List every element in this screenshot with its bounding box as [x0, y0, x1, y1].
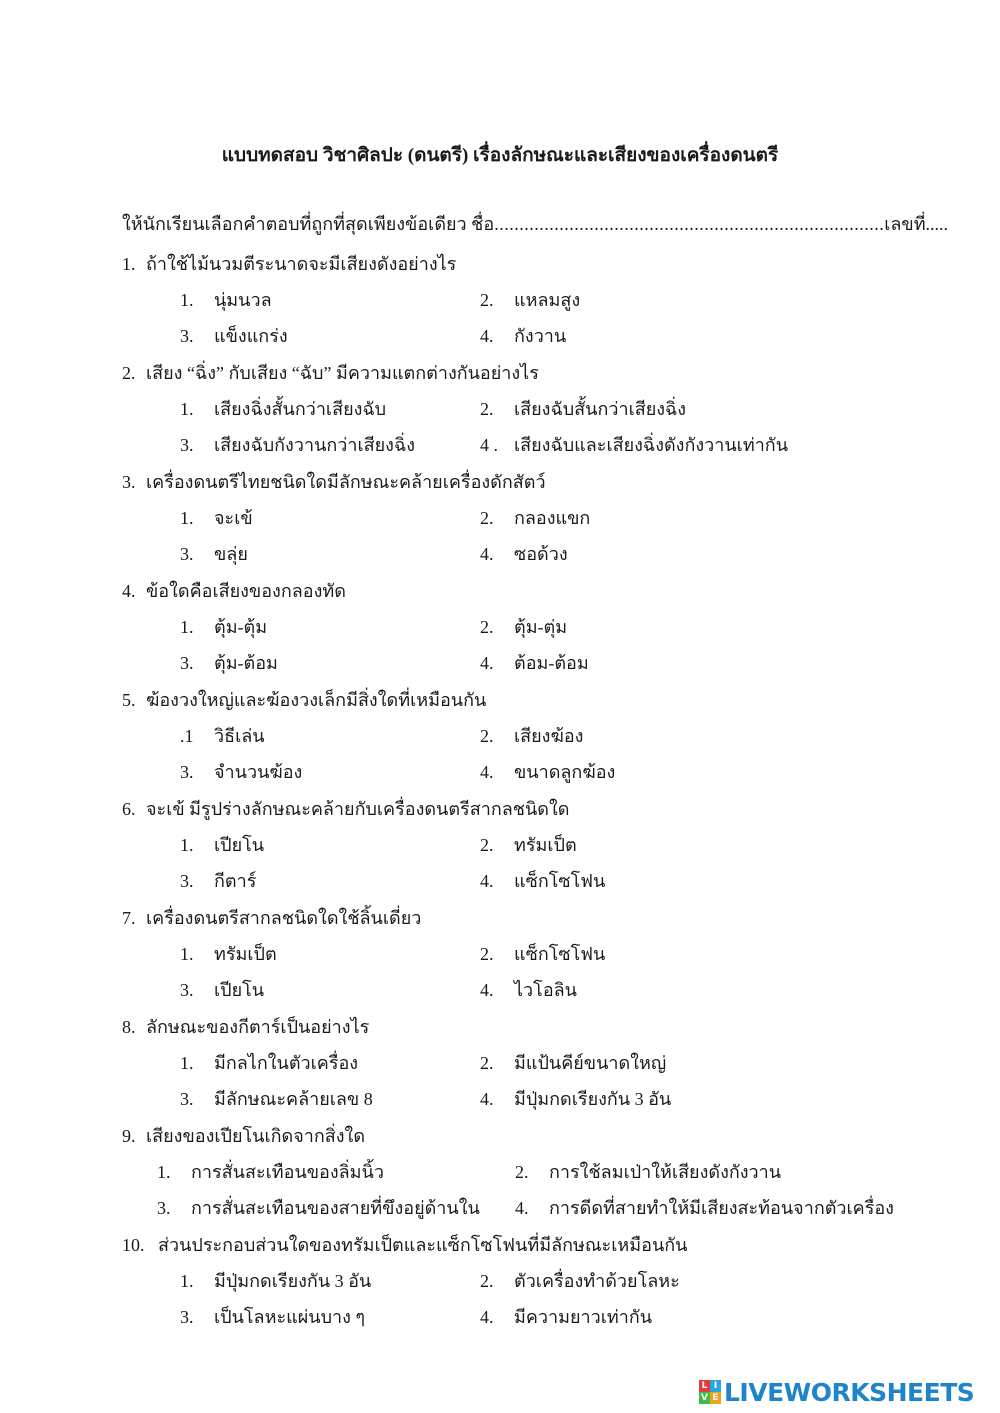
question-5-option-2[interactable] [480, 721, 583, 750]
option-number: 2. [480, 399, 494, 419]
question-number: 6. [122, 799, 136, 819]
option-text: นุ่มนวล [214, 290, 272, 310]
question-3-option-3[interactable] [180, 539, 248, 568]
question-8-option-3[interactable] [180, 1084, 373, 1113]
question-text: ฆ้องวงใหญ่และฆ้องวงเล็กมีสิ่งใดที่เหมือนกัน [146, 690, 487, 710]
option-number: 4. [515, 1198, 529, 1218]
option-number: 4. [480, 1089, 494, 1109]
question-5-option-1[interactable] [180, 721, 265, 750]
question-4-option-3[interactable] [180, 648, 278, 677]
option-number: 2. [480, 726, 494, 746]
option-text: มีแป้นคีย์ขนาดใหญ่ [514, 1053, 667, 1073]
option-number: 3. [180, 435, 194, 455]
option-number: 1. [180, 617, 194, 637]
option-text: เสียงฉับและเสียงฉิ่งดังกังวานเท่ากัน [514, 435, 788, 455]
question-9 [122, 1121, 365, 1150]
option-number: 4 . [480, 435, 498, 455]
option-number: 4. [480, 1307, 494, 1327]
question-text: เครื่องดนตรีไทยชนิดใดมีลักษณะคล้ายเครื่องดักสัตว์ [146, 472, 546, 492]
question-1-option-4[interactable] [480, 321, 566, 350]
number-field[interactable]: เลขที่..... [884, 214, 949, 234]
option-text: แซ็กโซโฟน [514, 871, 606, 891]
question-9-option-2[interactable] [515, 1157, 781, 1186]
option-number: 4. [480, 326, 494, 346]
option-number: 4. [480, 653, 494, 673]
liveworksheets-logo [699, 1377, 974, 1407]
option-number: 1. [180, 399, 194, 419]
option-text: กีตาร์ [214, 871, 257, 891]
question-text: ส่วนประกอบส่วนใดของทรัมเป็ตและแซ็กโซโฟนที่มีลักษณะเหมือนกัน [158, 1235, 688, 1255]
option-text: เสียงฆ้อง [514, 726, 584, 746]
option-number: 1. [180, 290, 194, 310]
option-text: จะเข้ [214, 508, 253, 528]
question-number: 2. [122, 363, 136, 383]
question-10 [122, 1230, 687, 1259]
option-number: 3. [180, 871, 194, 891]
question-1-option-2[interactable] [480, 285, 580, 314]
question-7-option-3[interactable] [180, 975, 264, 1004]
option-text: เสียงฉับกังวานกว่าเสียงฉิ่ง [214, 435, 416, 455]
option-number: 2. [480, 290, 494, 310]
option-number: 2. [480, 1271, 494, 1291]
question-1 [122, 249, 456, 278]
option-number: 1. [180, 835, 194, 855]
option-text: ขลุ่ย [214, 544, 248, 564]
option-text: ทรัมเป็ต [514, 835, 577, 855]
option-text: เปียโน [214, 835, 265, 855]
question-2-option-1[interactable] [180, 394, 386, 423]
question-text: ลักษณะของกีตาร์เป็นอย่างไร [146, 1017, 370, 1037]
option-text: ตุ้ม-ต้อม [214, 653, 278, 673]
option-number: 1. [180, 944, 194, 964]
question-text: เครื่องดนตรีสากลชนิดใดใช้ลิ้นเดี่ยว [146, 908, 422, 928]
option-text: ตุ้ม-ตุ่ม [514, 617, 568, 637]
option-number: 1. [180, 1053, 194, 1073]
question-8-option-1[interactable] [180, 1048, 358, 1077]
option-text: เป็นโลหะแผ่นบาง ๆ [214, 1307, 366, 1327]
question-number: 3. [122, 472, 136, 492]
question-9-option-1[interactable] [157, 1157, 384, 1186]
option-text: กลองแขก [514, 508, 591, 528]
option-text: แหลมสูง [514, 290, 581, 310]
question-3-option-4[interactable] [480, 539, 568, 568]
option-number: 4. [480, 980, 494, 1000]
option-text: เสียงฉับสั้นกว่าเสียงฉิ่ง [514, 399, 687, 419]
question-3 [122, 467, 546, 496]
option-text: วิธีเล่น [214, 726, 265, 746]
question-7-option-4[interactable] [480, 975, 577, 1004]
option-number: 3. [157, 1198, 171, 1218]
question-6-option-2[interactable] [480, 830, 577, 859]
option-text: การสั่นสะเทือนของลิ่มนิ้ว [191, 1162, 384, 1182]
option-text: เสียงฉิ่งสั้นกว่าเสียงฉับ [214, 399, 387, 419]
question-8-option-4[interactable] [480, 1084, 671, 1113]
option-number: 3. [180, 1307, 194, 1327]
question-number: 7. [122, 908, 136, 928]
question-6-option-4[interactable] [480, 866, 605, 895]
option-number: 3. [180, 544, 194, 564]
question-10-option-3[interactable] [180, 1302, 365, 1331]
option-text: จำนวนฆ้อง [214, 762, 303, 782]
option-number: 2. [480, 1053, 494, 1073]
instruction-line [122, 209, 949, 238]
question-number: 10. [122, 1235, 145, 1255]
question-9-option-3[interactable] [157, 1193, 480, 1222]
question-10-option-2[interactable] [480, 1266, 680, 1295]
question-4-option-4[interactable] [480, 648, 589, 677]
option-number: 4. [480, 871, 494, 891]
question-5-option-4[interactable] [480, 757, 615, 786]
option-text: มีลักษณะคล้ายเลข 8 [214, 1089, 373, 1109]
option-number: 4. [480, 762, 494, 782]
question-4-option-1[interactable] [180, 612, 267, 641]
option-number: 1. [157, 1162, 171, 1182]
option-number: 2. [480, 944, 494, 964]
option-number: 1. [180, 508, 194, 528]
option-text: การใช้ลมเป่าให้เสียงดังกังวาน [549, 1162, 782, 1182]
question-6-option-1[interactable] [180, 830, 264, 859]
option-number: 1. [180, 1271, 194, 1291]
question-text: ถ้าใช้ไม้นวมตีระนาดจะมีเสียงดังอย่างไร [146, 254, 457, 274]
question-8-option-2[interactable] [480, 1048, 666, 1077]
question-3-option-1[interactable] [180, 503, 253, 532]
option-number: 3. [180, 762, 194, 782]
question-number: 5. [122, 690, 136, 710]
question-6-option-3[interactable] [180, 866, 256, 895]
option-number: 3. [180, 326, 194, 346]
question-2-option-4[interactable] [480, 430, 788, 459]
question-number: 8. [122, 1017, 136, 1037]
option-text: เปียโน [214, 980, 265, 1000]
option-number: 2. [480, 617, 494, 637]
option-text: มีปุ่มกดเรียงกัน 3 อัน [214, 1271, 372, 1291]
question-1-option-3[interactable] [180, 321, 288, 350]
option-text: การดีดที่สายทำให้มีเสียงสะท้อนจากตัวเครื่อง [549, 1198, 894, 1218]
question-text: จะเข้ มีรูปร่างลักษณะคล้ายกับเครื่องดนตรีสากลชนิดใด [146, 799, 570, 819]
instruction-text: ให้นักเรียนเลือกคำตอบที่ถูกที่สุดเพียงข้อเดียว ชื่อ [122, 214, 495, 234]
page-title: แบบทดสอบ วิชาศิลปะ (ดนตรี) เรื่องลักษณะและเสียงของเครื่องดนตรี [221, 145, 779, 166]
question-5 [122, 685, 486, 714]
question-1-option-1[interactable] [180, 285, 272, 314]
liveworksheets-mark-icon: L I V E [699, 1380, 721, 1404]
option-number: 4. [480, 544, 494, 564]
question-10-option-1[interactable] [180, 1266, 371, 1295]
name-field[interactable]: .............................................................................. [494, 214, 885, 234]
question-8 [122, 1012, 369, 1041]
question-text: เสียงของเปียโนเกิดจากสิ่งใด [146, 1126, 366, 1146]
option-text: กังวาน [514, 326, 567, 346]
option-number: 2. [480, 508, 494, 528]
option-text: ตุ้ม-ตุ้ม [214, 617, 268, 637]
option-number: 2. [480, 835, 494, 855]
question-text: ข้อใดคือเสียงของกลองทัด [146, 581, 346, 601]
question-4-option-2[interactable] [480, 612, 567, 641]
question-2 [122, 358, 539, 387]
option-text: ซอด้วง [514, 544, 568, 564]
option-text: ขนาดลูกฆ้อง [514, 762, 616, 782]
option-text: มีความยาวเท่ากัน [514, 1307, 653, 1327]
liveworksheets-wordmark: LIVEWORKSHEETS [724, 1377, 975, 1407]
question-7 [122, 903, 421, 932]
option-text: ตัวเครื่องทำด้วยโลหะ [514, 1271, 680, 1291]
option-text: แซ็กโซโฟน [514, 944, 606, 964]
question-number: 4. [122, 581, 136, 601]
question-3-option-2[interactable] [480, 503, 590, 532]
option-text: ไวโอลิน [514, 980, 577, 1000]
option-number: .1 [180, 726, 194, 746]
question-9-option-4[interactable] [515, 1193, 894, 1222]
question-7-option-1[interactable] [180, 939, 277, 968]
question-number: 9. [122, 1126, 136, 1146]
question-2-option-2[interactable] [480, 394, 686, 423]
option-number: 2. [515, 1162, 529, 1182]
option-number: 3. [180, 1089, 194, 1109]
option-number: 3. [180, 653, 194, 673]
question-text: เสียง “ฉิ่ง” กับเสียง “ฉับ” มีความแตกต่างกันอย่างไร [146, 363, 539, 383]
question-number: 1. [122, 254, 136, 274]
question-7-option-2[interactable] [480, 939, 605, 968]
question-5-option-3[interactable] [180, 757, 302, 786]
option-text: แข็งแกร่ง [214, 326, 288, 346]
option-number: 3. [180, 980, 194, 1000]
question-10-option-4[interactable] [480, 1302, 652, 1331]
question-4 [122, 576, 346, 605]
option-text: มีกลไกในตัวเครื่อง [214, 1053, 359, 1073]
option-text: มีปุ่มกดเรียงกัน 3 อัน [514, 1089, 672, 1109]
option-text: ทรัมเป็ต [214, 944, 277, 964]
question-6 [122, 794, 569, 823]
option-text: การสั่นสะเทือนของสายที่ขึงอยู่ด้านใน [191, 1198, 480, 1218]
option-text: ต้อม-ต้อม [514, 653, 589, 673]
question-2-option-3[interactable] [180, 430, 415, 459]
